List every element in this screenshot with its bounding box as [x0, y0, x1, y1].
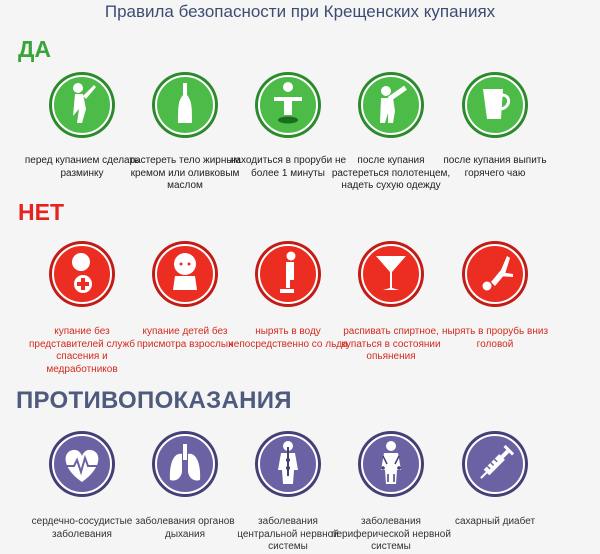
diving-from-ice-icon	[254, 240, 322, 308]
item-caption: растереть тело жирным кремом или оливковым маслом	[129, 155, 241, 191]
item-caption: купание без представителей служб спасения и медработников	[28, 326, 135, 375]
hot-drink-cup-icon	[461, 71, 529, 139]
lungs-icon	[151, 430, 219, 498]
item-caption: заболевания периферической нервной системы	[331, 516, 451, 552]
heart-pulse-icon	[48, 430, 116, 498]
item-caption: нырять в воду непосредственно со льда	[228, 326, 348, 350]
person-in-ice-hole-icon	[254, 71, 322, 139]
stretching-person-icon	[48, 71, 116, 139]
item-caption: после купания выпить горячего чаю	[443, 155, 547, 179]
item-caption: находиться в проруби не более 1 минуты	[229, 155, 347, 179]
cocktail-glass-icon	[357, 240, 425, 308]
item-caption: нырять в прорубь вниз головой	[441, 326, 549, 350]
person-with-towel-icon	[357, 71, 425, 139]
section-heading-yes: ДА	[18, 36, 51, 62]
page-title: Правила безопасности при Крещенских купаниях	[104, 2, 496, 21]
item-caption: сахарный диабет	[454, 516, 536, 527]
peripheral-nervous-system-icon	[357, 430, 425, 498]
syringe-icon	[461, 430, 529, 498]
rescuer-medic-icon	[48, 240, 116, 308]
item-caption: после купания растереться полотенцем, надеть сухую одежду	[331, 155, 451, 191]
child-icon	[151, 240, 219, 308]
item-caption: купание детей без присмотра взрослых	[136, 326, 234, 350]
item-caption: распивать спиртное, купаться в состоянии опьянения	[341, 326, 441, 362]
section-heading-no: НЕТ	[18, 199, 64, 225]
central-nervous-system-icon	[254, 430, 322, 498]
section-heading-contraindications: ПРОТИВОПОКАЗАНИЯ	[16, 387, 292, 414]
item-caption: заболевания органов дыхания	[135, 516, 235, 540]
head-first-dive-icon	[461, 240, 529, 308]
item-caption: сердечно-сосудистые заболевания	[31, 516, 133, 540]
item-caption: заболевания центральной нервной системы	[237, 516, 339, 552]
oil-bottle-icon	[151, 71, 219, 139]
item-caption: перед купанием сделать разминку	[24, 155, 140, 179]
